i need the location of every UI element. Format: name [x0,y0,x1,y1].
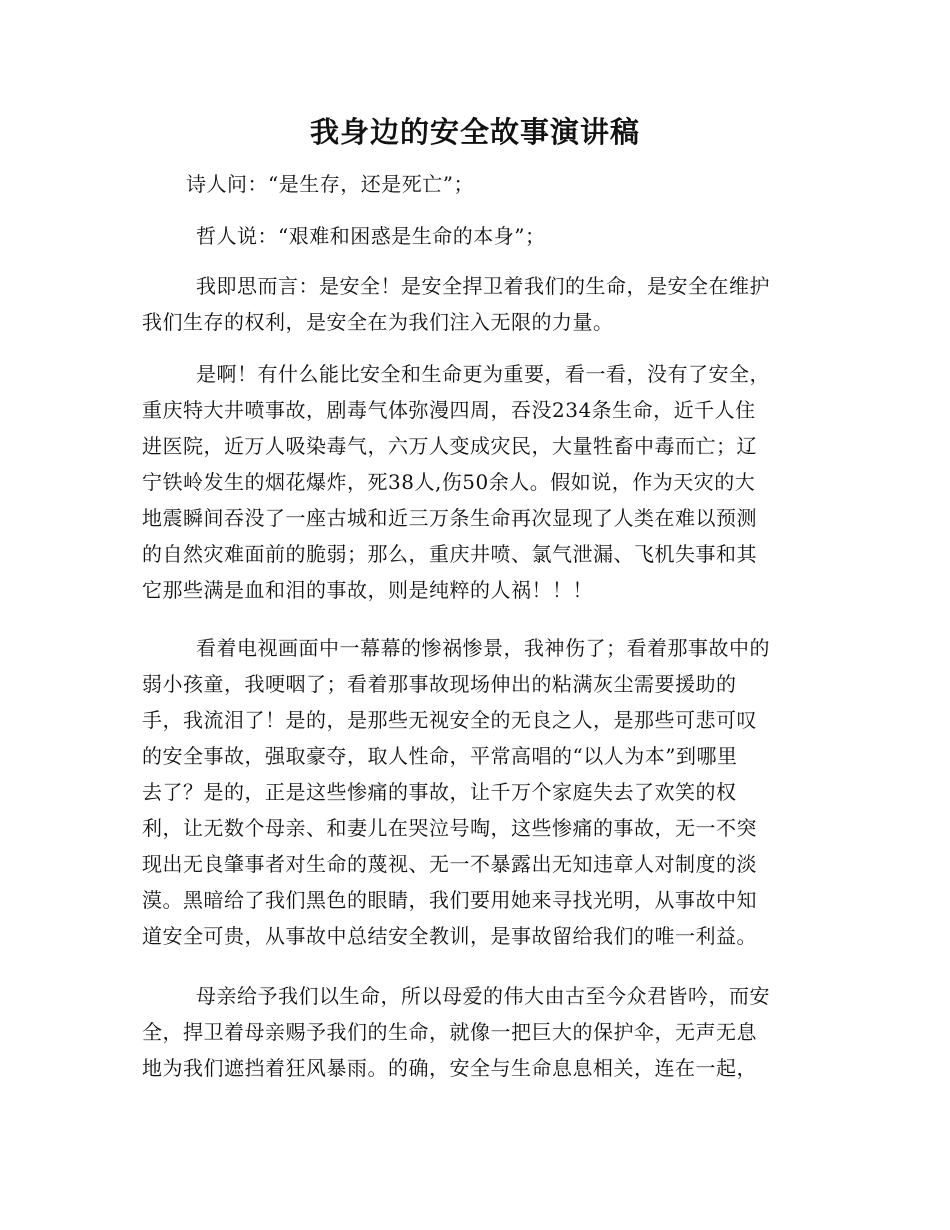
paragraph-line: 地震瞬间吞没了一座古城和近三万条生命再次显现了人类在难以预测 [142,506,757,530]
paragraph-line: 进医院，近万人吸染毒气，六万人变成灾民，大量牲畜中毒而亡；辽 [142,434,757,458]
paragraph-line: 宁铁岭发生的烟花爆炸，死38人,伤50余人。假如说，作为天灾的大 [142,470,756,494]
paragraph-line: 地为我们遮挡着狂风暴雨。的确，安全与生命息息相关，连在一起， [142,1056,757,1080]
paragraph-line: 看着电视画面中一幕幕的惨祸惨景，我神伤了；看着那事故中的 [196,636,770,660]
document-title: 我身边的安全故事演讲稿 [309,115,640,149]
paragraph-1 [142,268,808,340]
paragraph-line: 我们生存的权利，是安全在为我们注入无限的力量。 [142,310,614,334]
paragraph-line: 现出无良肇事者对生命的蔑视、无一不暴露出无知违章人对制度的淡 [142,852,757,876]
paragraph-line: 道安全可贵，从事故中总结安全教训，是事故留给我们的唯一利益。 [142,924,757,948]
paragraph-line: 弱小孩童，我哽咽了；看着那事故现场伸出的粘满灰尘需要援助的 [142,672,737,696]
paragraph-line: 是啊！有什么能比安全和生命更为重要，看一看，没有了安全， [196,362,770,386]
philosopher-line: 哲人说：“艰难和困惑是生命的本身”； [196,224,546,248]
paragraph-line: 利，让无数个母亲、和妻儿在哭泣号啕，这些惨痛的事故，无一不突 [142,816,757,840]
paragraph-line: 的安全事故，强取豪夺，取人性命，平常高唱的“以人为本”到哪里 [142,744,738,768]
paragraph-line: 手，我流泪了！是的，是那些无视安全的无良之人，是那些可悲可叹 [142,708,757,732]
paragraph-line: 母亲给予我们以生命，所以母爱的伟大由古至今众君皆吟，而安 [196,984,770,1008]
paragraph-line: 的自然灾难面前的脆弱；那么，重庆井喷、氯气泄漏、飞机失事和其 [142,542,757,566]
paragraph-2 [142,356,808,608]
paragraph-line: 全，捍卫着母亲赐予我们的生命，就像一把巨大的保护伞，无声无息 [142,1020,757,1044]
paragraph-line: 去了？是的，正是这些惨痛的事故，让千万个家庭失去了欢笑的权 [142,780,737,804]
poet-line: 诗人问：“是生存，还是死亡”； [186,172,474,196]
paragraph-3 [142,630,808,954]
paragraph-line: 我即思而言：是安全！是安全捍卫着我们的生命，是安全在维护 [196,274,770,298]
paragraph-line: 它那些满是血和泪的事故，则是纯粹的人祸！！！ [142,578,593,602]
paragraph-line: 重庆特大井喷事故，剧毒气体弥漫四周，吞没234条生命，近千人住 [142,398,756,422]
paragraph-4 [142,978,808,1086]
paragraph-line: 漠。黑暗给了我们黑色的眼睛，我们要用她来寻找光明，从事故中知 [142,888,757,912]
